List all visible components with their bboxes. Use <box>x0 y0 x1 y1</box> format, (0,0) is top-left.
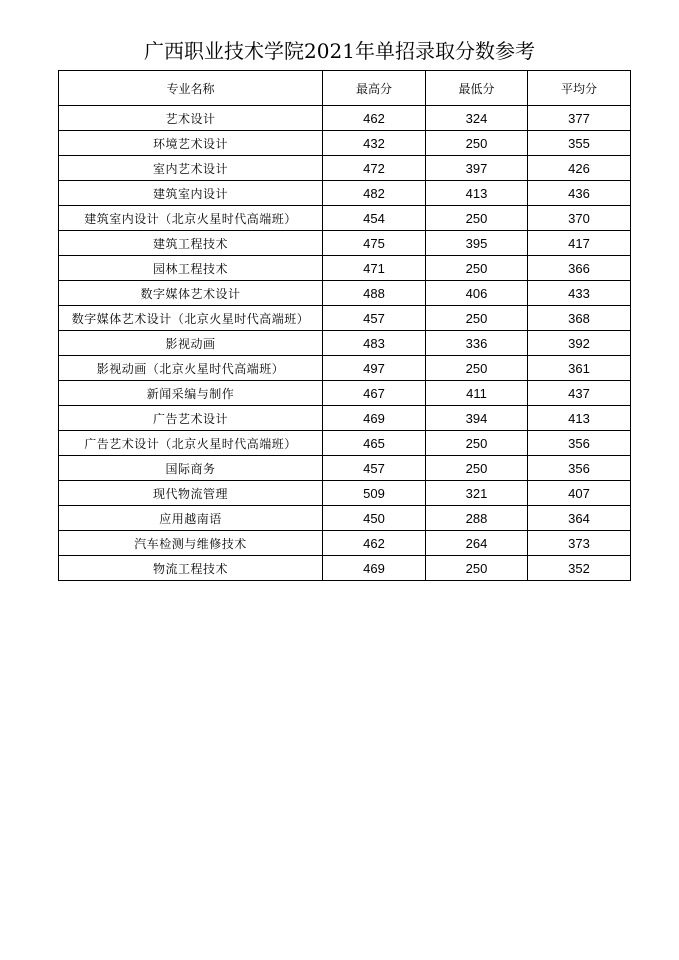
cell-major: 应用越南语 <box>59 506 323 531</box>
cell-major: 影视动画（北京火星时代高端班） <box>59 356 323 381</box>
table-row <box>59 256 631 281</box>
cell-max-score: 472 <box>323 156 426 181</box>
cell-avg-score: 356 <box>528 431 631 456</box>
cell-max-score: 462 <box>323 106 426 131</box>
header-min-score: 最低分 <box>426 71 528 106</box>
cell-min-score: 264 <box>426 531 528 556</box>
table-row <box>59 131 631 156</box>
cell-max-score: 432 <box>323 131 426 156</box>
cell-max-score: 483 <box>323 331 426 356</box>
cell-major: 广告艺术设计 <box>59 406 323 431</box>
cell-major: 影视动画 <box>59 331 323 356</box>
cell-avg-score: 366 <box>528 256 631 281</box>
cell-major: 建筑室内设计（北京火星时代高端班） <box>59 206 323 231</box>
cell-major: 汽车检测与维修技术 <box>59 531 323 556</box>
table-row <box>59 556 631 581</box>
cell-major: 现代物流管理 <box>59 481 323 506</box>
cell-major: 环境艺术设计 <box>59 131 323 156</box>
header-avg-score: 平均分 <box>528 71 631 106</box>
cell-avg-score: 413 <box>528 406 631 431</box>
table-row <box>59 531 631 556</box>
cell-max-score: 475 <box>323 231 426 256</box>
cell-max-score: 457 <box>323 456 426 481</box>
table-row <box>59 281 631 306</box>
cell-max-score: 467 <box>323 381 426 406</box>
cell-max-score: 454 <box>323 206 426 231</box>
cell-max-score: 488 <box>323 281 426 306</box>
cell-avg-score: 368 <box>528 306 631 331</box>
cell-min-score: 336 <box>426 331 528 356</box>
cell-min-score: 250 <box>426 206 528 231</box>
cell-min-score: 324 <box>426 106 528 131</box>
cell-max-score: 471 <box>323 256 426 281</box>
cell-avg-score: 356 <box>528 456 631 481</box>
cell-major: 国际商务 <box>59 456 323 481</box>
cell-max-score: 509 <box>323 481 426 506</box>
table-row <box>59 506 631 531</box>
cell-avg-score: 417 <box>528 231 631 256</box>
cell-major: 物流工程技术 <box>59 556 323 581</box>
cell-min-score: 413 <box>426 181 528 206</box>
cell-major: 艺术设计 <box>59 106 323 131</box>
cell-min-score: 250 <box>426 456 528 481</box>
cell-avg-score: 377 <box>528 106 631 131</box>
cell-avg-score: 361 <box>528 356 631 381</box>
page-title: 广西职业技术学院2021年单招录取分数参考 <box>144 39 535 63</box>
table-row <box>59 356 631 381</box>
table-row <box>59 306 631 331</box>
cell-min-score: 250 <box>426 131 528 156</box>
cell-min-score: 411 <box>426 381 528 406</box>
table-row <box>59 331 631 356</box>
cell-max-score: 482 <box>323 181 426 206</box>
cell-max-score: 469 <box>323 406 426 431</box>
cell-min-score: 250 <box>426 431 528 456</box>
cell-avg-score: 392 <box>528 331 631 356</box>
cell-min-score: 250 <box>426 556 528 581</box>
cell-avg-score: 373 <box>528 531 631 556</box>
cell-max-score: 450 <box>323 506 426 531</box>
cell-min-score: 250 <box>426 356 528 381</box>
cell-max-score: 469 <box>323 556 426 581</box>
admission-score-table <box>58 70 631 581</box>
cell-max-score: 497 <box>323 356 426 381</box>
cell-avg-score: 426 <box>528 156 631 181</box>
cell-max-score: 457 <box>323 306 426 331</box>
cell-avg-score: 436 <box>528 181 631 206</box>
cell-min-score: 288 <box>426 506 528 531</box>
cell-max-score: 465 <box>323 431 426 456</box>
cell-avg-score: 364 <box>528 506 631 531</box>
table-row <box>59 481 631 506</box>
cell-avg-score: 407 <box>528 481 631 506</box>
cell-major: 新闻采编与制作 <box>59 381 323 406</box>
cell-major: 广告艺术设计（北京火星时代高端班） <box>59 431 323 456</box>
header-max-score: 最高分 <box>323 71 426 106</box>
cell-avg-score: 433 <box>528 281 631 306</box>
cell-major: 园林工程技术 <box>59 256 323 281</box>
cell-min-score: 250 <box>426 306 528 331</box>
cell-major: 建筑室内设计 <box>59 181 323 206</box>
cell-min-score: 321 <box>426 481 528 506</box>
cell-major: 数字媒体艺术设计（北京火星时代高端班） <box>59 306 323 331</box>
cell-major: 室内艺术设计 <box>59 156 323 181</box>
table-row <box>59 206 631 231</box>
table-header-row <box>59 71 631 106</box>
table-row <box>59 431 631 456</box>
table-row <box>59 456 631 481</box>
cell-major: 建筑工程技术 <box>59 231 323 256</box>
cell-major: 数字媒体艺术设计 <box>59 281 323 306</box>
cell-avg-score: 437 <box>528 381 631 406</box>
cell-avg-score: 370 <box>528 206 631 231</box>
cell-min-score: 406 <box>426 281 528 306</box>
cell-min-score: 394 <box>426 406 528 431</box>
table-row <box>59 231 631 256</box>
table-row <box>59 156 631 181</box>
table-row <box>59 106 631 131</box>
cell-max-score: 462 <box>323 531 426 556</box>
cell-min-score: 250 <box>426 256 528 281</box>
table-row <box>59 181 631 206</box>
cell-avg-score: 352 <box>528 556 631 581</box>
cell-avg-score: 355 <box>528 131 631 156</box>
table-row <box>59 381 631 406</box>
cell-min-score: 397 <box>426 156 528 181</box>
table-body <box>59 106 631 581</box>
cell-min-score: 395 <box>426 231 528 256</box>
header-major: 专业名称 <box>59 71 323 106</box>
table-row <box>59 406 631 431</box>
